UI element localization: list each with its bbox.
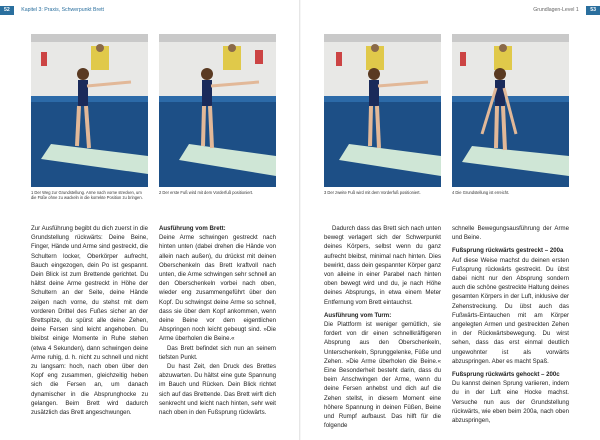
paragraph: schnelle Bewegungsausführung der Arme und Beine.	[452, 225, 569, 242]
subheading-200c: Fußsprung rückwärts gehockt – 200c	[452, 371, 560, 379]
subheading-board: Ausführung vom Brett:	[159, 225, 226, 232]
text-column-4	[452, 224, 569, 425]
text-column-2	[159, 224, 276, 417]
photo-caption-2: 2 Der erste Fuß wird mit dem Vorderfuß positioniert.	[159, 190, 254, 195]
page-gutter	[299, 0, 301, 440]
subheading-200a: Fußsprung rückwärts gestreckt – 200a	[452, 247, 564, 255]
paragraph: Du kannst deinen Sprung variieren, indem du in der Luft eine Hocke machst. Versuche nun aus der Grundstellung rückwärts, wie eben beim 200a, nach oben abzuspringen,	[452, 380, 569, 425]
text-column-3	[324, 224, 441, 430]
photo-caption-3: 3 Der zweite Fuß wird mit dem Vorderfuß positioniert.	[324, 190, 421, 195]
paragraph: Auf diese Weise machst du deinen ersten Fußsprung rückwärts gestreckt. Du übst dabei nicht nur den Absprung sondern auch die schöne gestreckte Haltung deines gesamten Körpers in der Luft, inklusive der Zehenstreckung. Du übst auch das Fußwärts-Eintauchen mit am Körper angelegten Armen und gestreckten Zehen in der Rückwärtsbewegung. Du wirst sehen, dass das erst einmal deutlich ungewohnter ist als vorwärts abzuspringen. Aber es macht Spaß.	[452, 256, 569, 365]
right-page-number: 53	[586, 6, 600, 15]
photo-3	[324, 34, 441, 187]
photo-4	[452, 34, 569, 187]
paragraph: Zur Ausführung begibt du dich zuerst in die Grundstellung rückwärts: Deine Beine, Finger, Hände und Arme sind gestreckt, die Schultern locker, Oberkörper aufrecht, Bauch eingezogen, dein Po ist gespannt. Dein Blick ist zum Brettende gerichtet. Du hältst deine Arme gestreckt in Höhe der Schultern an der Seite, deine Hände zeigen nach vorne, du stehst mit dem vorderen Drittel des Fußes sicher an der Brettspitze, du spürst alle deine Zehen, deine Fersen sind leicht angehoben. Du bleibst einige Momente in Ruhe stehen (etwa 4 Sekunden), dann schwingen deine Arme ruhig, d. h. nicht zu schnell und nicht zu langsam: hoch, nach oben über den Kopf eng zusammen, gleichzeitig heben sich die Fersen an, um danach dynamischer in die Absprunghocke zu gelangen. Beim Brett wird dadurch zusätzlich das Brett angeschwungen.	[31, 225, 148, 417]
paragraph: Deine Arme schwingen gestreckt nach hinten unten (dabei drehen die Hände von allein nach außen), du drückst mit deinen Oberschenkeln das Brett kraftvoll nach unten, die Arme schwingen sehr schnell an den Oberschenkeln vorbei nach oben, wieder eng zusammengeführt über den Kopf. Du schwingst deine Arme so schnell, dass sie über dem Kopf ankommen, wenn deine Beine vor dem eigentlichen Abspringen noch leicht gebeugt sind. »Die Arme überholen die Beine.«	[159, 234, 276, 343]
chapter-title: Kapitel 3: Praxis, Schwerpunkt Brett	[21, 7, 104, 13]
photo-2	[159, 34, 276, 187]
paragraph: Du hast Zeit, den Druck des Brettes abzuwarten. Du hältst eine gute Spannung im Bauch und Rücken. Dein Blick richtet sich auf das Brettende. Das Brett wirft dich senkrecht und leicht nach hinten, sehr weit nach oben in den Fußsprung rückwärts.	[159, 363, 276, 417]
paragraph: Das Brett befindet sich nun an seinem tiefsten Punkt.	[159, 344, 276, 361]
photo-caption-1: 1 Der Weg zur Grundstellung. Arme nach vorne strecken, um die Füße ohne zu wackeln in die korrekte Position zu bringen.	[31, 190, 143, 200]
photo-caption-4: 4 Die Grundstellung ist erreicht.	[452, 190, 510, 195]
photo-1	[31, 34, 148, 187]
paragraph: Dadurch dass das Brett sich nach unten bewegt verlagert sich der Schwerpunkt deines Körpers, selbst wenn du ganz aufrecht bleibst, minimal nach hinten. Dies bewirkt, dass dein gespannter Körper ganz von alleine in einer Parabel nach hinten oben bewegt wird und du, je nach Höhe deines Absprungs, in etwa einem Meter Entfernung vom Brett eintauchst.	[324, 225, 441, 306]
subheading-tower: Ausführung vom Turm:	[324, 311, 392, 319]
left-page-number: 52	[0, 6, 14, 15]
right-page-header	[533, 6, 600, 15]
text-column-1	[31, 224, 148, 417]
section-title: Grundlagen-Level 1	[533, 7, 579, 13]
left-page-header	[0, 6, 104, 15]
paragraph: Die Plattform ist weniger gemütlich, sie fordert von dir einen schnellkräftigeren Absprung aus den Oberschenkeln, Unterschenkeln, Sprunggelenke, Füße und Zehen. »Die Arme überholen die Beine.« Eine Besonderheit besteht darin, dass du beim Anschwingen der Arme, wenn du deine Fersen anhebst und dich auf die Zehen stellst, in diesem Moment eine höhere Spannung in deinen Füßen, Beine und Rumpf aufbaust. Das hilft für die folgende	[324, 321, 441, 430]
